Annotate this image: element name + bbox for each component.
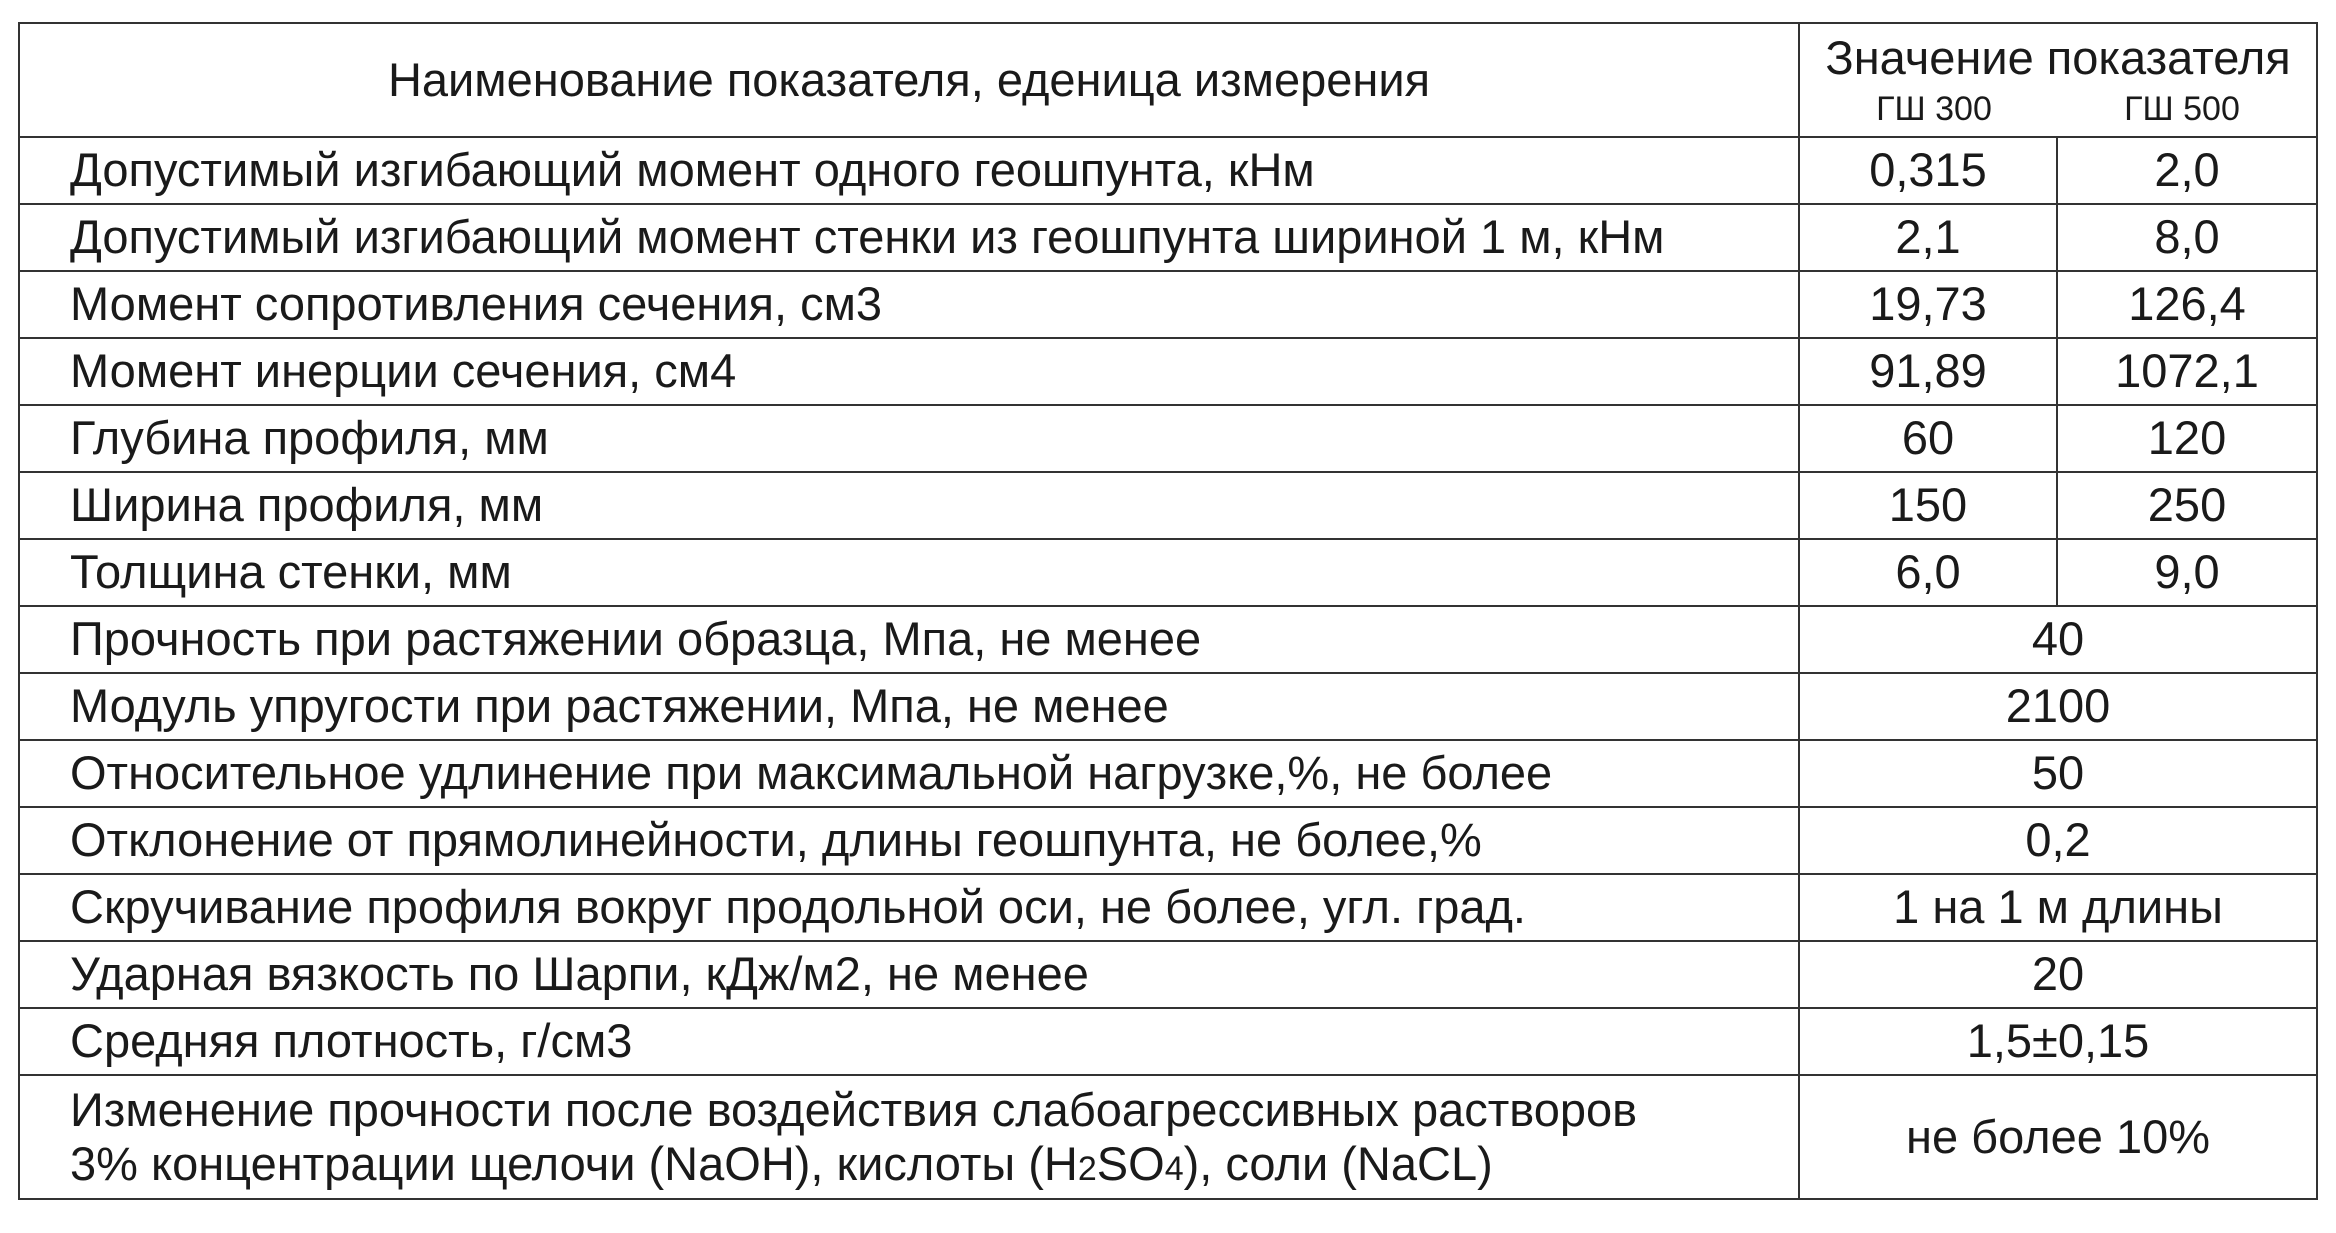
row-name: Толщина стенки, мм [19, 539, 1799, 606]
table-row [19, 1008, 2317, 1075]
row-value-common: 20 [1799, 941, 2317, 1008]
row-name-line1: Изменение прочности после воздействия слабоагрессивных растворов [70, 1082, 1638, 1136]
table-row [19, 338, 2317, 405]
row-value-gsh500: 250 [2057, 472, 2317, 539]
row-name: Допустимый изгибающий момент одного геошпунта, кНм [19, 137, 1799, 204]
table-row [19, 941, 2317, 1008]
table-row [19, 539, 2317, 606]
row-value-gsh300: 150 [1799, 472, 2057, 539]
table-row [19, 740, 2317, 807]
header-col-gsh300: ГШ 300 [1876, 90, 1992, 129]
row-value-gsh300: 60 [1799, 405, 2057, 472]
row-value-common: 40 [1799, 606, 2317, 673]
row-name: Отклонение от прямолинейности, длины геошпунта, не более,% [19, 807, 1799, 874]
row-name: Модуль упругости при растяжении, Мпа, не менее [19, 673, 1799, 740]
header-value-title: Значение показателя [1825, 30, 2291, 84]
row-value-common: 1,5±0,15 [1799, 1008, 2317, 1075]
header-name-cell: Наименование показателя, еденица измерения [19, 23, 1799, 137]
row-name-line2-part-a: 3% концентрации щелочи (NaOH), кислоты (H [70, 1137, 1078, 1190]
table-row [19, 271, 2317, 338]
table-row [19, 204, 2317, 271]
subscript-2: 2 [1077, 1150, 1097, 1188]
header-col-gsh500: ГШ 500 [2124, 90, 2240, 129]
row-name: Ударная вязкость по Шарпи, кДж/м2, не менее [19, 941, 1799, 1008]
row-name: Прочность при растяжении образца, Мпа, не менее [19, 606, 1799, 673]
row-name: Скручивание профиля вокруг продольной оси, не более, угл. град. [19, 874, 1799, 941]
row-name-multiline [19, 1075, 1799, 1199]
table-row [19, 472, 2317, 539]
row-name: Допустимый изгибающий момент стенки из геошпунта шириной 1 м, кНм [19, 204, 1799, 271]
table-row [19, 874, 2317, 941]
row-value-common: 1 на 1 м длины [1799, 874, 2317, 941]
header-value-cell [1799, 23, 2317, 137]
properties-table [18, 22, 2318, 1200]
header-row [19, 23, 2317, 137]
row-name-line2-part-b: SO [1096, 1137, 1165, 1190]
row-value-gsh500: 126,4 [2057, 271, 2317, 338]
table-row [19, 673, 2317, 740]
row-name-line2-part-c: ), соли (NaCL) [1183, 1137, 1493, 1190]
row-value-common: 2100 [1799, 673, 2317, 740]
row-name: Глубина профиля, мм [19, 405, 1799, 472]
row-value-gsh500: 9,0 [2057, 539, 2317, 606]
row-value-gsh500: 120 [2057, 405, 2317, 472]
row-value-common: 50 [1799, 740, 2317, 807]
row-value-gsh300: 6,0 [1799, 539, 2057, 606]
row-value-gsh500: 2,0 [2057, 137, 2317, 204]
row-name: Средняя плотность, г/см3 [19, 1008, 1799, 1075]
row-name: Ширина профиля, мм [19, 472, 1799, 539]
row-value-gsh500: 1072,1 [2057, 338, 2317, 405]
row-name: Относительное удлинение при максимальной нагрузке,%, не более [19, 740, 1799, 807]
table-row [19, 405, 2317, 472]
subscript-4: 4 [1164, 1150, 1184, 1188]
table-row [19, 1075, 2317, 1199]
table-row [19, 807, 2317, 874]
header-subcolumns [1800, 84, 2316, 132]
row-value-common: не более 10% [1799, 1075, 2317, 1199]
row-name: Момент инерции сечения, см4 [19, 338, 1799, 405]
row-value-gsh300: 0,315 [1799, 137, 2057, 204]
row-value-common: 0,2 [1799, 807, 2317, 874]
table-row [19, 606, 2317, 673]
table-row [19, 137, 2317, 204]
row-value-gsh300: 2,1 [1799, 204, 2057, 271]
row-name-line2 [70, 1137, 1493, 1190]
row-name: Момент сопротивления сечения, см3 [19, 271, 1799, 338]
row-value-gsh500: 8,0 [2057, 204, 2317, 271]
row-value-gsh300: 19,73 [1799, 271, 2057, 338]
row-value-gsh300: 91,89 [1799, 338, 2057, 405]
